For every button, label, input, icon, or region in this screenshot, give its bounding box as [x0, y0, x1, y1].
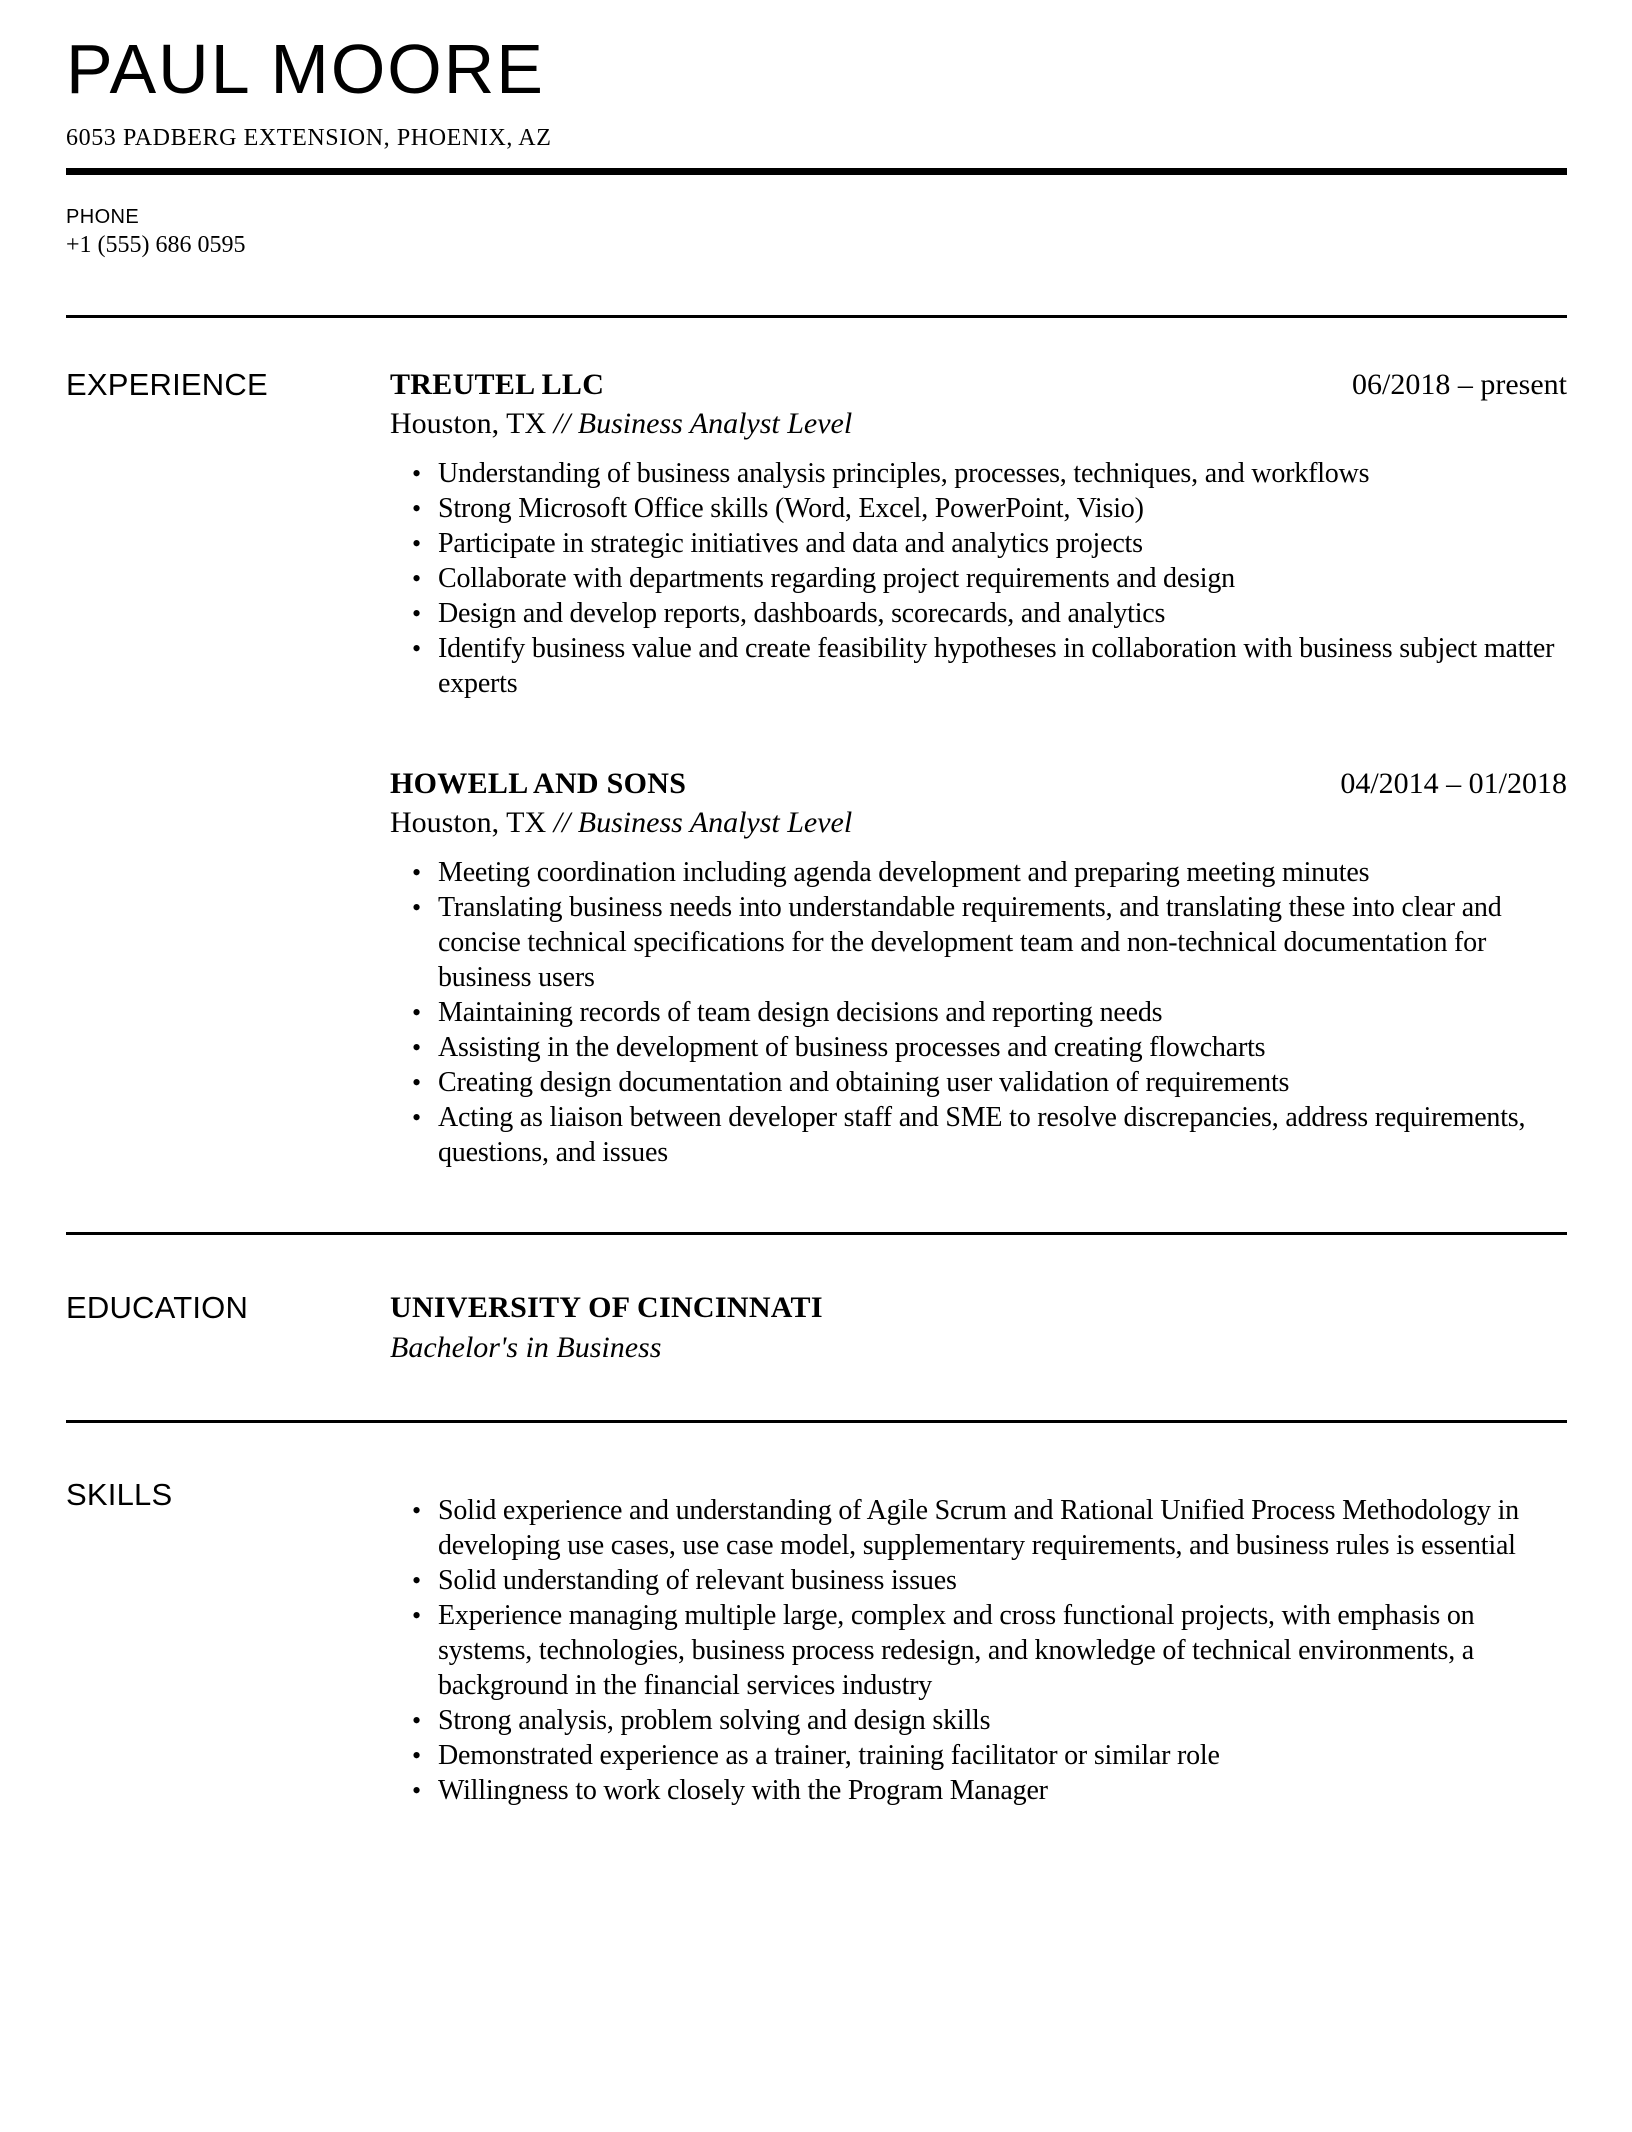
job-bullet-item: • Strong Microsoft Office skills (Word, Excel, PowerPoint, Visio) [438, 491, 1567, 526]
job-bullet-item: • Creating design documentation and obtaining user validation of requirements [438, 1065, 1567, 1100]
skill-bullet-item: • Strong analysis, problem solving and design skills [438, 1703, 1567, 1738]
education-section-label: EDUCATION [66, 1290, 249, 1325]
education-content [390, 1291, 1567, 1365]
skill-bullet-item: • Willingness to work closely with the Program Manager [438, 1773, 1567, 1808]
section-experience [66, 318, 1567, 1170]
job-bullet-list [390, 456, 1567, 701]
person-name: PAUL MOORE [66, 30, 545, 108]
resume-page [0, 30, 1632, 1808]
job-header [390, 368, 1567, 402]
skill-bullet-item: • Solid experience and understanding of Agile Scrum and Rational Unified Process Methodology in developing use cases, use case model, supplementary requirements, and business rules is essential [438, 1493, 1567, 1563]
job-bullet-item: • Understanding of business analysis principles, processes, techniques, and workflows [438, 456, 1567, 491]
experience-section-label: EXPERIENCE [66, 367, 268, 402]
phone-value: +1 (555) 686 0595 [66, 232, 246, 258]
job-subtitle [390, 806, 1567, 840]
company-name: HOWELL AND SONS [390, 767, 687, 800]
job-bullet-item: • Collaborate with departments regarding project requirements and design [438, 561, 1567, 596]
job-bullet-item: • Maintaining records of team design decisions and reporting needs [438, 995, 1567, 1030]
section-education [66, 1235, 1567, 1365]
degree: Bachelor's in Business [390, 1331, 662, 1364]
skill-bullet-item: • Solid understanding of relevant business issues [438, 1563, 1567, 1598]
school-name: UNIVERSITY OF CINCINNATI [390, 1291, 823, 1324]
contact-block [66, 205, 1567, 259]
education-label-column [66, 1291, 390, 1365]
header-divider [66, 168, 1567, 175]
job-entry [390, 368, 1567, 701]
skill-bullet-item: • Demonstrated experience as a trainer, training facilitator or similar role [438, 1738, 1567, 1773]
section-skills [66, 1423, 1567, 1808]
job-dates: 04/2014 – 01/2018 [1340, 767, 1567, 800]
job-bullet-item: • Meeting coordination including agenda development and preparing meeting minutes [438, 855, 1567, 890]
job-location: Houston, TX [390, 407, 554, 440]
job-title: // Business Analyst Level [553, 806, 853, 839]
job-entry [390, 767, 1567, 1170]
job-subtitle [390, 407, 1567, 441]
experience-label-column [66, 368, 390, 1170]
job-bullet-list [390, 855, 1567, 1170]
skills-bullet-list [390, 1493, 1567, 1808]
job-bullet-item: • Assisting in the development of business processes and creating flowcharts [438, 1030, 1567, 1065]
skills-section-label: SKILLS [66, 1477, 173, 1512]
job-bullet-item: • Translating business needs into understandable requirements, and translating these into clear and concise technical specifications for the development team and non-technical documentation for business users [438, 890, 1567, 995]
address: 6053 PADBERG EXTENSION, PHOENIX, AZ [66, 125, 552, 151]
job-bullet-item: • Design and develop reports, dashboards, scorecards, and analytics [438, 596, 1567, 631]
skills-content [390, 1478, 1567, 1808]
phone-label: PHONE [66, 206, 140, 228]
job-location: Houston, TX [390, 806, 554, 839]
job-dates: 06/2018 – present [1352, 368, 1567, 401]
job-bullet-item: • Participate in strategic initiatives and data and analytics projects [438, 526, 1567, 561]
job-title: // Business Analyst Level [553, 407, 853, 440]
company-name: TREUTEL LLC [390, 368, 605, 401]
skill-bullet-item: • Experience managing multiple large, complex and cross functional projects, with emphasis on systems, technologies, business process redesign, and knowledge of technical environments, a background in the financial services industry [438, 1598, 1567, 1703]
header [66, 30, 1567, 259]
skills-label-column [66, 1478, 390, 1808]
job-bullet-item: • Acting as liaison between developer staff and SME to resolve discrepancies, address requirements, questions, and issues [438, 1100, 1567, 1170]
job-bullet-item: • Identify business value and create feasibility hypotheses in collaboration with business subject matter experts [438, 631, 1567, 701]
job-header [390, 767, 1567, 801]
experience-content [390, 368, 1567, 1170]
